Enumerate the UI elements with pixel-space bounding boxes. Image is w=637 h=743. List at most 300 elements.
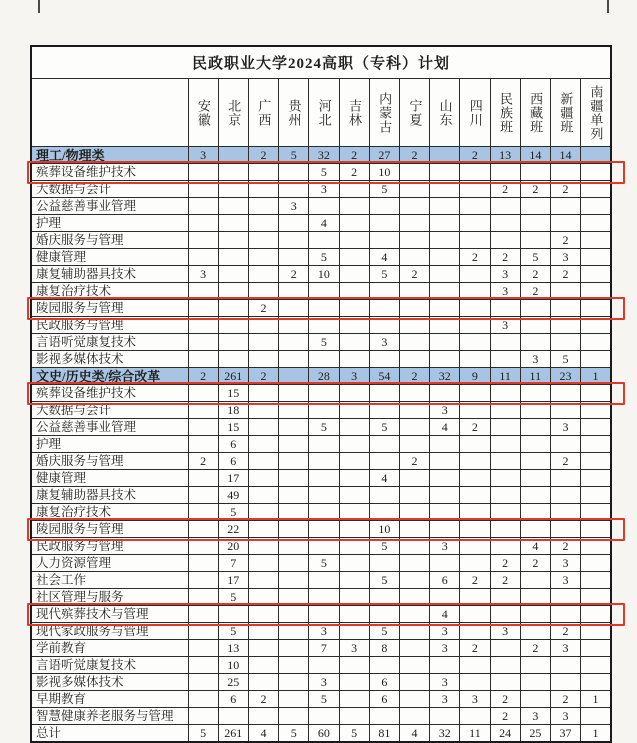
cell (218, 283, 248, 300)
cell (188, 198, 218, 215)
cell: 261 (218, 725, 248, 742)
cell (279, 623, 309, 640)
cell (460, 385, 490, 402)
cell (399, 623, 429, 640)
cell: 3 (550, 572, 580, 589)
row-label: 社区管理与服务 (31, 589, 188, 606)
cell: 5 (309, 555, 339, 572)
cell: 4 (520, 538, 550, 555)
cell (399, 164, 429, 181)
cell (188, 470, 218, 487)
column-header-广西: 广西 (248, 79, 278, 147)
cell (188, 385, 218, 402)
cell (279, 164, 309, 181)
cell (550, 470, 580, 487)
cell (309, 572, 339, 589)
cell: 5 (218, 589, 248, 606)
cell: 3 (430, 691, 460, 708)
cell (550, 215, 580, 232)
cell: 14 (520, 147, 550, 164)
cell (248, 436, 278, 453)
cell (279, 402, 309, 419)
cell (279, 640, 309, 657)
row-label: 陵园服务与管理 (31, 521, 188, 538)
cell (399, 232, 429, 249)
cell (339, 521, 369, 538)
cell (520, 623, 550, 640)
cell (581, 181, 611, 198)
cell: 25 (520, 725, 550, 742)
cell (550, 589, 580, 606)
cell: 2 (520, 555, 550, 572)
cell (369, 606, 399, 623)
cell: 5 (369, 572, 399, 589)
cell (248, 708, 278, 725)
cell (490, 419, 520, 436)
cell (520, 198, 550, 215)
cell (248, 317, 278, 334)
cell (581, 453, 611, 470)
cell (279, 385, 309, 402)
cell (218, 164, 248, 181)
cell (369, 198, 399, 215)
cell: 18 (218, 402, 248, 419)
cell (399, 436, 429, 453)
cell (248, 504, 278, 521)
cell: 3 (309, 181, 339, 198)
cell (339, 572, 369, 589)
table-row (31, 657, 611, 674)
cell (309, 436, 339, 453)
cell (369, 453, 399, 470)
cell (188, 402, 218, 419)
table-row (31, 215, 611, 232)
cell (248, 487, 278, 504)
cell (399, 334, 429, 351)
cell: 5 (369, 623, 399, 640)
cell (460, 334, 490, 351)
cell (369, 283, 399, 300)
cell: 1 (581, 368, 611, 385)
cell (430, 504, 460, 521)
cell (309, 232, 339, 249)
cell: 2 (399, 368, 429, 385)
cell (369, 402, 399, 419)
crop-artifact-line-right (607, 0, 609, 13)
cell (279, 538, 309, 555)
cell: 5 (369, 266, 399, 283)
cell (581, 555, 611, 572)
cell: 11 (460, 725, 490, 742)
cell (430, 164, 460, 181)
cell (581, 657, 611, 674)
cell: 3 (430, 674, 460, 691)
cell: 1 (581, 725, 611, 742)
cell: 3 (279, 198, 309, 215)
cell: 37 (550, 725, 580, 742)
table-row (31, 300, 611, 317)
cell (369, 487, 399, 504)
cell (248, 453, 278, 470)
row-label: 康复辅助器具技术 (31, 266, 188, 283)
row-label: 陵园服务与管理 (31, 300, 188, 317)
cell (218, 606, 248, 623)
cell (279, 300, 309, 317)
cell: 2 (550, 181, 580, 198)
cell: 54 (369, 368, 399, 385)
cell (430, 198, 460, 215)
cell (399, 317, 429, 334)
cell (309, 708, 339, 725)
cell: 4 (399, 725, 429, 742)
cell (399, 402, 429, 419)
cell (248, 555, 278, 572)
cell (550, 487, 580, 504)
cell (339, 657, 369, 674)
cell (430, 300, 460, 317)
cell (399, 674, 429, 691)
cell (581, 334, 611, 351)
cell (279, 470, 309, 487)
cell: 2 (460, 147, 490, 164)
cell (248, 232, 278, 249)
cell (339, 351, 369, 368)
cell: 2 (550, 266, 580, 283)
table-row (31, 708, 611, 725)
cell (490, 334, 520, 351)
cell: 11 (490, 368, 520, 385)
cell (248, 351, 278, 368)
cell (188, 419, 218, 436)
enrollment-table-wrap (30, 45, 610, 743)
cell (309, 198, 339, 215)
crop-artifact-line-left (38, 0, 40, 13)
cell (399, 640, 429, 657)
table-row (31, 623, 611, 640)
cell (430, 351, 460, 368)
cell (188, 249, 218, 266)
cell (490, 657, 520, 674)
row-label: 影视多媒体技术 (31, 674, 188, 691)
cell (520, 606, 550, 623)
cell (430, 232, 460, 249)
cell (369, 317, 399, 334)
cell (430, 266, 460, 283)
cell (581, 385, 611, 402)
cell (339, 436, 369, 453)
cell: 2 (399, 147, 429, 164)
cell: 3 (430, 623, 460, 640)
cell: 8 (369, 640, 399, 657)
cell (581, 215, 611, 232)
cell (490, 487, 520, 504)
cell: 2 (550, 623, 580, 640)
cell (581, 708, 611, 725)
cell (550, 283, 580, 300)
column-header-南疆单列: 南疆单列 (581, 79, 611, 147)
cell: 13 (218, 640, 248, 657)
cell (460, 487, 490, 504)
cell: 2 (399, 453, 429, 470)
cell (188, 181, 218, 198)
cell (550, 657, 580, 674)
cell: 15 (218, 385, 248, 402)
table-row (31, 589, 611, 606)
cell (520, 470, 550, 487)
table-row (31, 181, 611, 198)
cell: 3 (520, 708, 550, 725)
cell (309, 504, 339, 521)
cell (339, 334, 369, 351)
cell (460, 657, 490, 674)
cell: 5 (309, 334, 339, 351)
cell: 2 (490, 691, 520, 708)
cell (490, 606, 520, 623)
cell: 3 (339, 640, 369, 657)
cell (460, 521, 490, 538)
cell (490, 402, 520, 419)
table-row (31, 640, 611, 657)
cell (369, 232, 399, 249)
table-row (31, 436, 611, 453)
cell: 2 (248, 691, 278, 708)
cell (369, 300, 399, 317)
cell: 11 (520, 368, 550, 385)
cell (218, 232, 248, 249)
cell: 2 (279, 266, 309, 283)
cell (339, 249, 369, 266)
row-label: 护理 (31, 436, 188, 453)
cell: 2 (248, 300, 278, 317)
cell (309, 402, 339, 419)
cell (188, 436, 218, 453)
cell (550, 334, 580, 351)
cell (430, 453, 460, 470)
table-row (31, 538, 611, 555)
cell (460, 504, 490, 521)
cell (339, 419, 369, 436)
cell: 3 (309, 623, 339, 640)
cell (188, 657, 218, 674)
cell (339, 402, 369, 419)
cell (490, 385, 520, 402)
cell: 5 (520, 249, 550, 266)
row-label: 殡葬设备维护技术 (31, 164, 188, 181)
cell (339, 555, 369, 572)
cell (309, 283, 339, 300)
cell (248, 589, 278, 606)
cell (399, 198, 429, 215)
table-row (31, 249, 611, 266)
row-label: 文史/历史类/综合改革 (31, 368, 188, 385)
cell: 2 (520, 266, 550, 283)
cell (581, 283, 611, 300)
cell (339, 504, 369, 521)
cell (309, 606, 339, 623)
cell: 25 (218, 674, 248, 691)
cell (248, 249, 278, 266)
cell (218, 317, 248, 334)
table-row (31, 266, 611, 283)
cell (188, 691, 218, 708)
cell: 5 (279, 147, 309, 164)
cell: 2 (490, 708, 520, 725)
cell (339, 470, 369, 487)
cell (248, 181, 278, 198)
cell (581, 623, 611, 640)
cell: 4 (248, 725, 278, 742)
cell (581, 249, 611, 266)
cell (490, 674, 520, 691)
table-row (31, 521, 611, 538)
cell (460, 538, 490, 555)
cell (248, 657, 278, 674)
cell (460, 317, 490, 334)
cell: 2 (339, 164, 369, 181)
cell (430, 317, 460, 334)
cell (460, 402, 490, 419)
cell (460, 436, 490, 453)
cell: 3 (490, 623, 520, 640)
cell (339, 453, 369, 470)
cell: 5 (369, 419, 399, 436)
cell (188, 555, 218, 572)
cell: 2 (460, 419, 490, 436)
column-header-山东: 山东 (430, 79, 460, 147)
cell (399, 708, 429, 725)
cell (430, 555, 460, 572)
cell (399, 538, 429, 555)
cell (188, 674, 218, 691)
cell (490, 436, 520, 453)
cell (520, 232, 550, 249)
section-header-row (31, 368, 611, 385)
cell: 6 (218, 436, 248, 453)
cell: 20 (218, 538, 248, 555)
cell (490, 538, 520, 555)
cell: 2 (490, 555, 520, 572)
cell: 2 (399, 266, 429, 283)
cell (188, 317, 218, 334)
cell: 2 (550, 538, 580, 555)
cell: 3 (490, 317, 520, 334)
cell: 28 (309, 368, 339, 385)
cell: 2 (460, 572, 490, 589)
cell (279, 674, 309, 691)
cell (430, 334, 460, 351)
cell: 3 (430, 640, 460, 657)
cell (520, 419, 550, 436)
cell (369, 708, 399, 725)
cell (581, 419, 611, 436)
cell (399, 300, 429, 317)
cell: 13 (490, 147, 520, 164)
cell (520, 487, 550, 504)
cell: 5 (218, 504, 248, 521)
cell (581, 470, 611, 487)
section-header-row (31, 147, 611, 164)
cell (339, 283, 369, 300)
cell (460, 470, 490, 487)
cell: 5 (369, 181, 399, 198)
cell (188, 521, 218, 538)
row-label: 殡葬设备维护技术 (31, 385, 188, 402)
cell (460, 674, 490, 691)
cell (520, 164, 550, 181)
cell (520, 691, 550, 708)
cell (550, 300, 580, 317)
cell (339, 708, 369, 725)
cell: 2 (248, 147, 278, 164)
cell: 2 (248, 368, 278, 385)
cell: 5 (339, 725, 369, 742)
table-row (31, 572, 611, 589)
cell (279, 555, 309, 572)
cell: 2 (550, 453, 580, 470)
cell: 23 (550, 368, 580, 385)
cell (188, 623, 218, 640)
cell (309, 657, 339, 674)
cell (339, 538, 369, 555)
cell: 3 (550, 640, 580, 657)
row-label: 影视多媒体技术 (31, 351, 188, 368)
cell (550, 674, 580, 691)
cell: 3 (369, 334, 399, 351)
cell (218, 147, 248, 164)
cell (581, 538, 611, 555)
cell (520, 436, 550, 453)
cell (581, 487, 611, 504)
row-label: 理工/物理类 (31, 147, 188, 164)
cell (550, 436, 580, 453)
cell (339, 606, 369, 623)
cell (460, 606, 490, 623)
cell (279, 504, 309, 521)
row-label: 大数据与会计 (31, 181, 188, 198)
cell (581, 147, 611, 164)
cell (279, 215, 309, 232)
column-header-河北: 河北 (309, 79, 339, 147)
cell (279, 283, 309, 300)
cell (460, 164, 490, 181)
cell (581, 640, 611, 657)
cell (399, 181, 429, 198)
table-row (31, 385, 611, 402)
cell (369, 657, 399, 674)
cell (248, 674, 278, 691)
cell: 22 (218, 521, 248, 538)
cell (339, 385, 369, 402)
cell: 17 (218, 572, 248, 589)
cell (490, 589, 520, 606)
cell (581, 402, 611, 419)
row-label: 民政服务与管理 (31, 538, 188, 555)
cell: 2 (339, 147, 369, 164)
cell (188, 538, 218, 555)
column-header-新疆班: 新疆班 (550, 79, 580, 147)
cell (248, 470, 278, 487)
cell (399, 589, 429, 606)
row-label: 康复辅助器具技术 (31, 487, 188, 504)
cell (520, 385, 550, 402)
cell (279, 691, 309, 708)
row-label: 护理 (31, 215, 188, 232)
cell (279, 317, 309, 334)
cell: 32 (430, 725, 460, 742)
table-row (31, 555, 611, 572)
table-row (31, 606, 611, 623)
cell: 2 (188, 453, 218, 470)
